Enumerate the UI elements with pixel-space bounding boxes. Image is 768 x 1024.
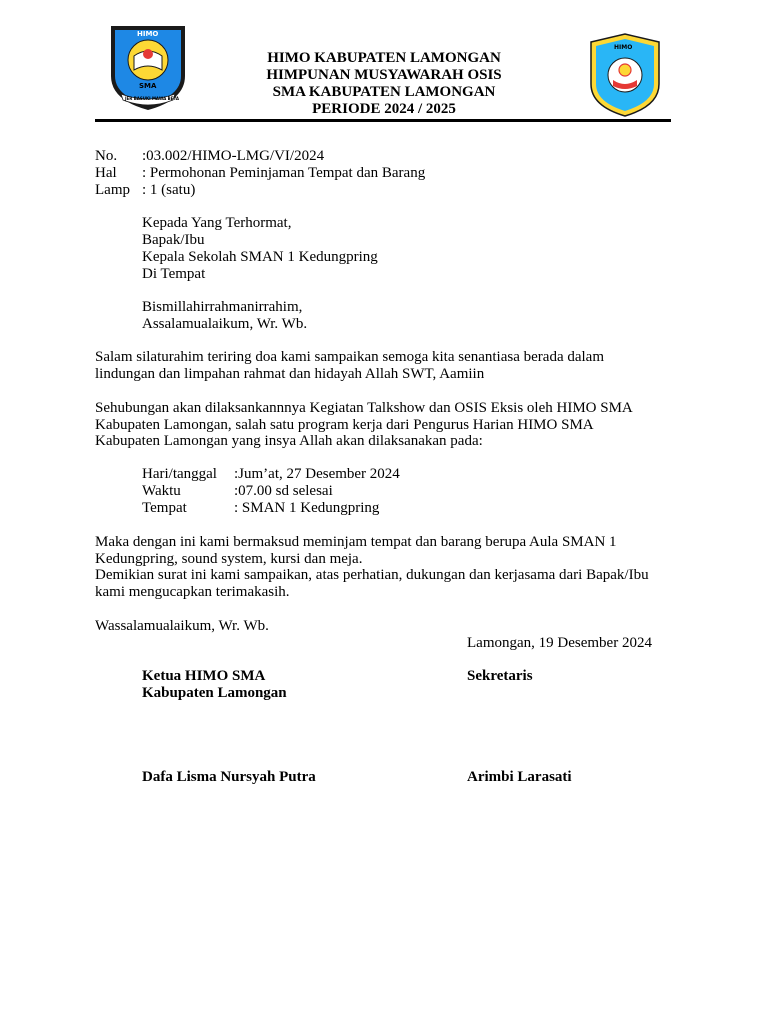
org-name-line: HIMO KABUPATEN LAMONGAN xyxy=(267,50,501,66)
addressee-line: Bapak/Ibu xyxy=(142,232,205,248)
himo-logo-left xyxy=(107,20,189,112)
letter-number xyxy=(95,148,324,165)
number-label: No. xyxy=(95,148,118,164)
event-date-row xyxy=(142,466,400,483)
event-place-label: Tempat xyxy=(142,500,187,516)
org-fullname-line: HIMPUNAN MUSYAWARAH OSIS xyxy=(266,67,502,83)
paragraph-line: Maka dengan ini kami bermaksud meminjam tempat dan barang berupa Aula SMAN 1 xyxy=(95,534,617,550)
paragraph-line: Sehubungan akan dilaksankannnya Kegiatan Talkshow dan OSIS Eksis oleh HIMO SMA xyxy=(95,400,633,416)
event-date-label: Hari/tanggal xyxy=(142,466,217,482)
paragraph-line: kami mengucapkan terimakasih. xyxy=(95,584,290,600)
paragraph-line: Kabupaten Lamongan, salah satu program kerja dari Pengurus Harian HIMO SMA xyxy=(95,417,594,433)
event-date-value: :Jum’at, 27 Desember 2024 xyxy=(234,466,400,482)
subject-label: Hal xyxy=(95,165,117,181)
opening-salam: Assalamualaikum, Wr. Wb. xyxy=(142,316,308,332)
event-place-row xyxy=(142,500,379,517)
paragraph-line: Kedungpring, sound system, kursi dan meja. xyxy=(95,551,363,567)
signer-left-name: Dafa Lisma Nursyah Putra xyxy=(142,769,316,785)
number-value: :03.002/HIMO-LMG/VI/2024 xyxy=(142,148,325,164)
closing-salam: Wassalamualaikum, Wr. Wb. xyxy=(95,618,269,634)
addressee-line: Di Tempat xyxy=(142,266,206,282)
logo-left-top-text: HIMO xyxy=(137,30,159,38)
letterhead xyxy=(200,50,568,118)
signer-left-title: Ketua HIMO SMA xyxy=(142,668,266,684)
addressee-line: Kepala Sekolah SMAN 1 Kedungpring xyxy=(142,249,378,265)
paragraph-line: lindungan dan limpahan rahmat dan hidayah Allah SWT, Aamiin xyxy=(95,366,485,382)
signer-left-title: Kabupaten Lamongan xyxy=(142,685,287,701)
subject-value: : Permohonan Peminjaman Tempat dan Barang xyxy=(142,165,426,181)
attachment-label: Lamp xyxy=(95,182,130,198)
event-time-row xyxy=(142,483,333,500)
signer-right-title: Sekretaris xyxy=(467,668,533,684)
org-period-line: PERIODE 2024 / 2025 xyxy=(312,101,456,117)
paragraph-line: Salam silaturahim teriring doa kami sampaikan semoga kita senantiasa berada dalam xyxy=(95,349,604,365)
logo-left-mid-text: SMA xyxy=(139,82,157,90)
event-place-value: : SMAN 1 Kedungpring xyxy=(234,500,380,516)
header-divider xyxy=(95,119,671,122)
addressee-line: Kepada Yang Terhormat, xyxy=(142,215,292,231)
logo-right-text: HIMO xyxy=(614,44,633,51)
letter-attachment xyxy=(95,182,195,199)
event-time-label: Waktu xyxy=(142,483,181,499)
letter-subject xyxy=(95,165,425,182)
signer-right-name: Arimbi Larasati xyxy=(467,769,572,785)
logo-left-ribbon-text: JER BASUKI MAWA BEYA xyxy=(125,96,179,101)
place-date: Lamongan, 19 Desember 2024 xyxy=(467,635,652,651)
org-region-line: SMA KABUPATEN LAMONGAN xyxy=(272,84,496,100)
opening-bismillah: Bismillahirrahmanirrahim, xyxy=(142,299,303,315)
paragraph-line: Demikian surat ini kami sampaikan, atas perhatian, dukungan dan kerjasama dari Bapak/Ibu xyxy=(95,567,649,583)
himo-logo-right xyxy=(585,30,665,118)
event-time-value: :07.00 sd selesai xyxy=(234,483,333,499)
paragraph-line: Kabupaten Lamongan yang insya Allah akan dilaksanakan pada: xyxy=(95,433,483,449)
attachment-value: : 1 (satu) xyxy=(142,182,196,198)
